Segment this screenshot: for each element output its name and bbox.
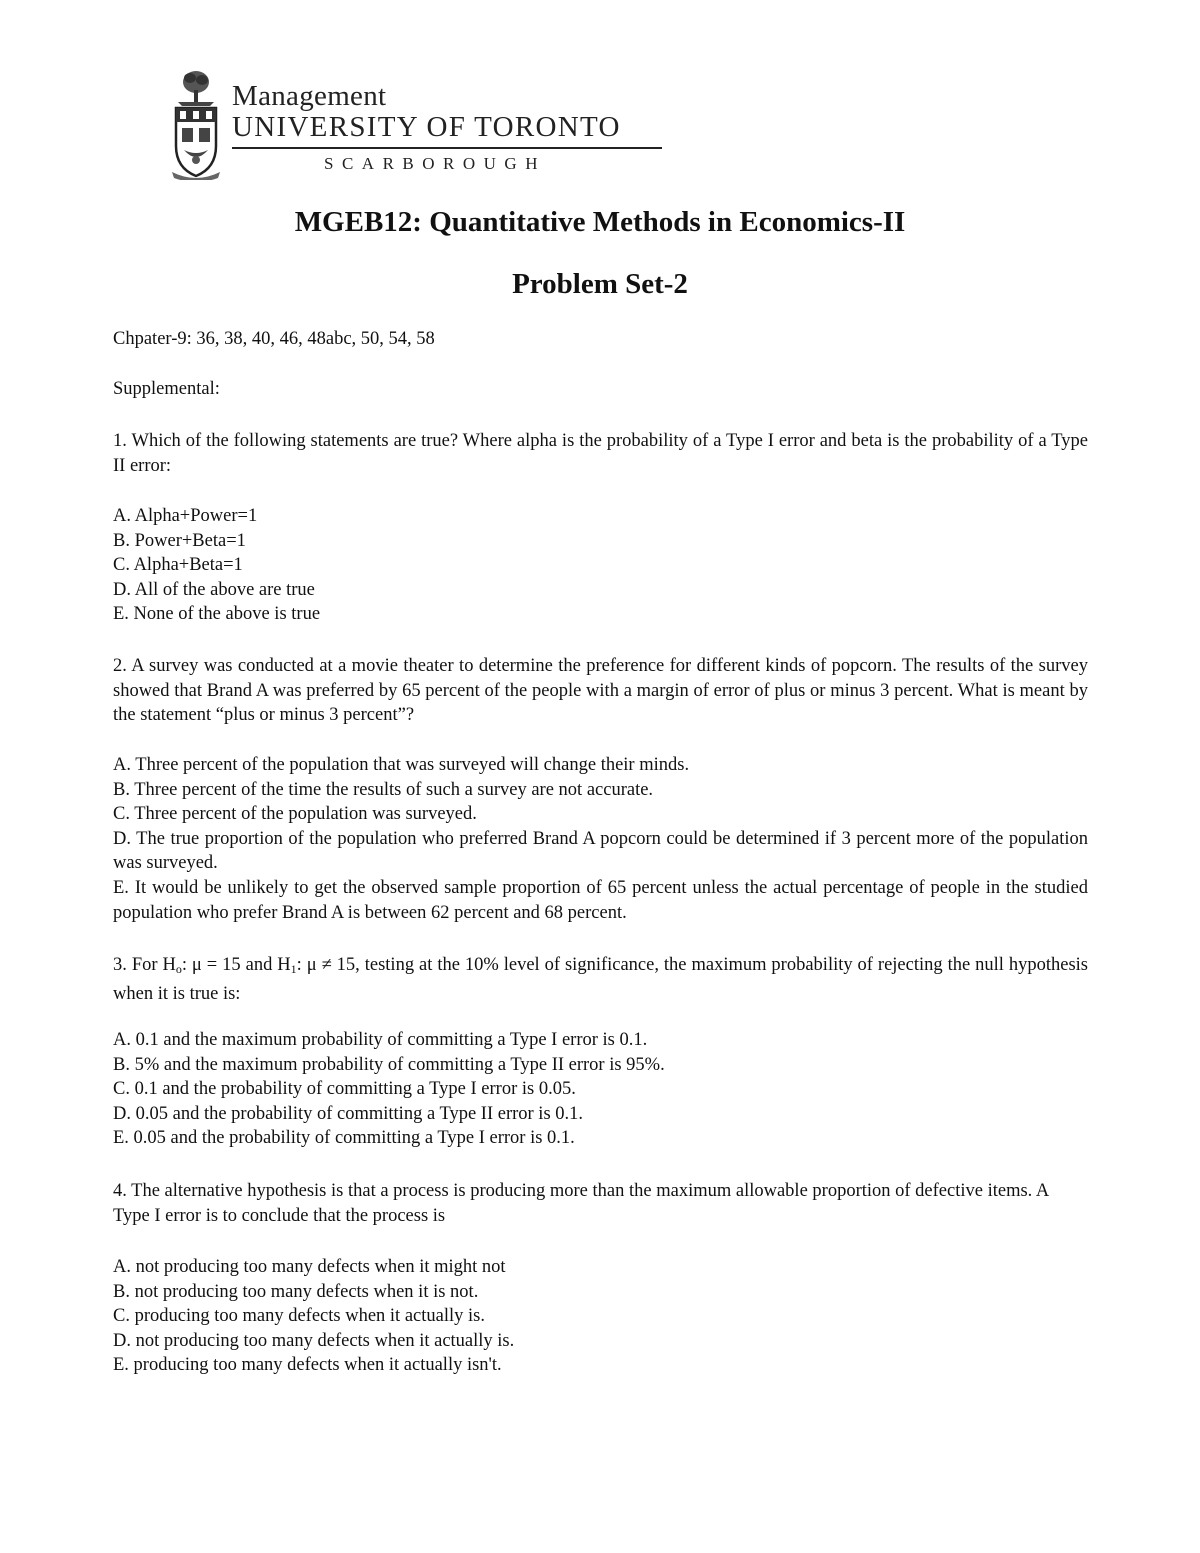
logo-university-text: UNIVERSITY OF TORONTO bbox=[232, 111, 621, 143]
university-logo bbox=[170, 68, 670, 180]
logo-campus-text: SCARBOROUGH bbox=[324, 154, 546, 173]
question-4-prompt: 4. The alternative hypothesis is that a process is producing more than the maximum allowable proportion of defective items. A Type I error is to conclude that the process is bbox=[113, 1181, 1049, 1226]
question-2-prompt: 2. A survey was conducted at a movie theater to determine the preference for different kinds of popcorn. The results of the survey showed that Brand A was preferred by 65 percent of the people with a margin of error of plus or minus 3 percent. What is meant by the statement “plus or minus 3 percent”? bbox=[113, 656, 1088, 726]
question-4-option-b: B. not producing too many defects when it is not. bbox=[113, 1281, 479, 1302]
course-title: MGEB12: Quantitative Methods in Economics-II bbox=[294, 206, 906, 238]
question-1-option-a: A. Alpha+Power=1 bbox=[113, 506, 258, 526]
question-2-option-e: E. It would be unlikely to get the observed sample proportion of 65 percent unless the actual percentage of people in the studied population who prefer Brand A is between 62 percent and 68 percent. bbox=[113, 877, 1088, 923]
question-3-option-b: B. 5% and the maximum probability of committing a Type II error is 95%. bbox=[113, 1054, 665, 1075]
question-1-option-b: B. Power+Beta=1 bbox=[113, 530, 246, 551]
question-4-options bbox=[113, 1255, 1088, 1378]
question-2-option-b: B. Three percent of the time the results of such a survey are not accurate. bbox=[113, 779, 654, 800]
question-3-sub-1: 1 bbox=[290, 962, 297, 976]
question-3-option-e: E. 0.05 and the probability of committing a Type I error is 0.1. bbox=[113, 1128, 575, 1149]
supplemental-label: Supplemental: bbox=[113, 379, 220, 399]
logo-management-text: Management bbox=[232, 80, 387, 112]
question-3-prompt-mid: : μ = 15 and H bbox=[181, 955, 291, 975]
question-1-prompt: 1. Which of the following statements are true? Where alpha is the probability of a Type I error and beta is the probability of a Type II error: bbox=[113, 431, 1088, 476]
question-2-options bbox=[113, 753, 1088, 925]
question-4-option-c: C. producing too many defects when it actually is. bbox=[113, 1306, 485, 1327]
question-1-option-d: D. All of the above are true bbox=[113, 579, 315, 600]
question-1-options bbox=[113, 504, 1088, 627]
question-4-option-a: A. not producing too many defects when it might not bbox=[113, 1257, 506, 1277]
question-3-option-a: A. 0.1 and the maximum probability of committing a Type I error is 0.1. bbox=[113, 1030, 648, 1050]
question-2-option-d: D. The true proportion of the population who preferred Brand A popcorn could be determined if 3 percent more of the population was surveyed. bbox=[113, 828, 1088, 874]
question-4-option-d: D. not producing too many defects when it actually is. bbox=[113, 1330, 515, 1351]
question-3-prompt bbox=[113, 953, 1088, 1006]
question-3-sub-0: o bbox=[175, 962, 182, 976]
chapter-line: Chpater-9: 36, 38, 40, 46, 48abc, 50, 54, 58 bbox=[113, 329, 435, 349]
university-crest-icon bbox=[170, 68, 222, 180]
question-3-options bbox=[113, 1028, 1088, 1151]
question-3-prompt-rest: : μ ≠ 15, testing at the 10% level of significance, the maximum probability of rejecting the null hypothesis when it is true is: bbox=[113, 955, 1088, 1004]
question-1-option-c: C. Alpha+Beta=1 bbox=[113, 555, 243, 576]
question-4-option-e: E. producing too many defects when it actually isn't. bbox=[113, 1355, 502, 1376]
question-2-option-a: A. Three percent of the population that was surveyed will change their minds. bbox=[113, 755, 690, 775]
question-1-option-e: E. None of the above is true bbox=[113, 604, 321, 625]
logo-divider bbox=[232, 147, 662, 149]
question-3-option-d: D. 0.05 and the probability of committing a Type II error is 0.1. bbox=[113, 1103, 584, 1124]
question-3-prompt-prefix: 3. For H bbox=[113, 955, 176, 975]
question-2-option-c: C. Three percent of the population was surveyed. bbox=[113, 804, 477, 825]
question-3-option-c: C. 0.1 and the probability of committing a Type I error is 0.05. bbox=[113, 1079, 576, 1100]
problem-set-title: Problem Set-2 bbox=[512, 268, 688, 300]
